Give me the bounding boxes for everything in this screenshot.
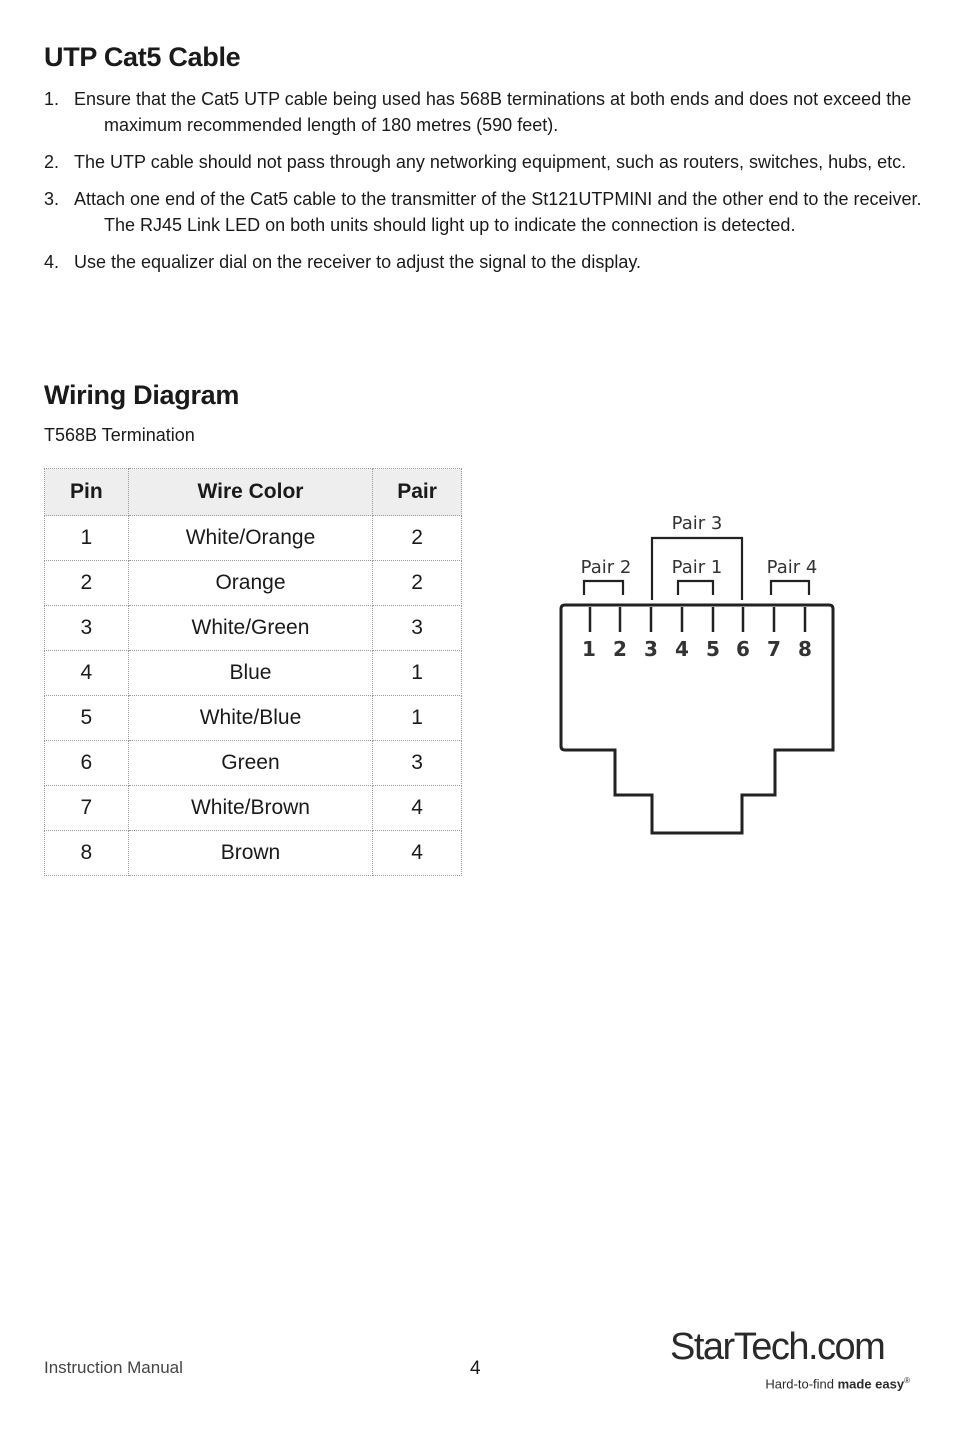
cell-wire-color: Orange — [128, 561, 372, 606]
table-row — [45, 831, 462, 876]
startech-logo — [670, 1326, 920, 1398]
cell-wire-color: Green — [128, 741, 372, 786]
table-row — [45, 606, 462, 651]
cell-pin: 6 — [45, 741, 129, 786]
header-wire-color: Wire Color — [128, 469, 372, 516]
logo-wordmark: StarTech.com — [670, 1326, 885, 1368]
table-header-row — [45, 469, 462, 516]
pin-number: 8 — [798, 637, 812, 661]
instruction-steps — [44, 86, 924, 286]
table-row — [45, 651, 462, 696]
registered-mark: ® — [904, 1376, 910, 1385]
tagline-regular: Hard-to-find — [765, 1376, 838, 1392]
pair2-label: Pair 2 — [580, 557, 632, 578]
rj45-connector-outline — [561, 605, 833, 833]
header-pair: Pair — [373, 469, 462, 516]
step-number: 3. — [44, 189, 60, 209]
cell-wire-color: Brown — [128, 831, 372, 876]
table-row — [45, 561, 462, 606]
pin-contacts — [590, 607, 805, 632]
table-row — [45, 741, 462, 786]
cell-pair: 4 — [373, 831, 462, 876]
logo-tagline — [765, 1376, 910, 1391]
pin-number: 6 — [736, 637, 750, 661]
cell-pin: 1 — [45, 516, 129, 561]
header-pin: Pin — [45, 469, 129, 516]
cell-pin: 3 — [45, 606, 129, 651]
wiring-table — [44, 468, 462, 876]
rj45-pinout-diagram — [555, 505, 840, 840]
cell-pin: 8 — [45, 831, 129, 876]
table-row — [45, 786, 462, 831]
pair4-bracket — [771, 581, 809, 595]
cell-pair: 1 — [373, 696, 462, 741]
cell-pin: 2 — [45, 561, 129, 606]
step-number: 4. — [44, 252, 60, 272]
cell-pin: 7 — [45, 786, 129, 831]
pin-number: 7 — [767, 637, 781, 661]
pin-number: 4 — [675, 637, 689, 661]
cell-wire-color: White/Green — [128, 606, 372, 651]
step-text: Attach one end of the Cat5 cable to the transmitter of the St121UTPMINI and the other end to the receiver. The RJ45 Link LED on both units should light up to indicate the connection is detected. — [74, 189, 922, 235]
tagline-bold: made easy — [837, 1376, 905, 1392]
pair1-bracket — [678, 581, 713, 595]
termination-subtitle: T568B Termination — [44, 425, 195, 445]
cell-pair: 3 — [373, 606, 462, 651]
pair4-label: Pair 4 — [766, 557, 818, 578]
step-item — [44, 249, 924, 275]
pair3-label: Pair 3 — [671, 513, 723, 534]
step-text: The UTP cable should not pass through any networking equipment, such as routers, switches, hubs, etc. — [74, 152, 907, 172]
section-title-wiring-diagram: Wiring Diagram — [44, 380, 240, 410]
pair1-label: Pair 1 — [671, 557, 723, 578]
pair2-bracket — [584, 581, 623, 595]
cell-pin: 4 — [45, 651, 129, 696]
step-number: 1. — [44, 89, 60, 109]
pin-number: 1 — [582, 637, 596, 661]
cell-pair: 2 — [373, 516, 462, 561]
step-text: Ensure that the Cat5 UTP cable being used has 568B terminations at both ends and does not exceed the maximum recommended length of 180 metres (590 feet). — [74, 89, 912, 135]
pin-number: 3 — [644, 637, 658, 661]
pin-number: 5 — [706, 637, 720, 661]
cell-pair: 1 — [373, 651, 462, 696]
cell-wire-color: Blue — [128, 651, 372, 696]
table-row — [45, 696, 462, 741]
step-item — [44, 86, 924, 138]
cell-wire-color: White/Brown — [128, 786, 372, 831]
cell-pair: 3 — [373, 741, 462, 786]
pin-number: 2 — [613, 637, 627, 661]
cell-wire-color: White/Blue — [128, 696, 372, 741]
step-item — [44, 186, 924, 238]
step-number: 2. — [44, 152, 60, 172]
step-item — [44, 149, 924, 175]
table-row — [45, 516, 462, 561]
section-title-utp-cat5: UTP Cat5 Cable — [44, 42, 241, 72]
cell-wire-color: White/Orange — [128, 516, 372, 561]
page-number: 4 — [470, 1358, 481, 1379]
cell-pair: 2 — [373, 561, 462, 606]
cell-pair: 4 — [373, 786, 462, 831]
step-text: Use the equalizer dial on the receiver to adjust the signal to the display. — [74, 252, 641, 272]
cell-pin: 5 — [45, 696, 129, 741]
footer-document-title: Instruction Manual — [44, 1358, 183, 1377]
